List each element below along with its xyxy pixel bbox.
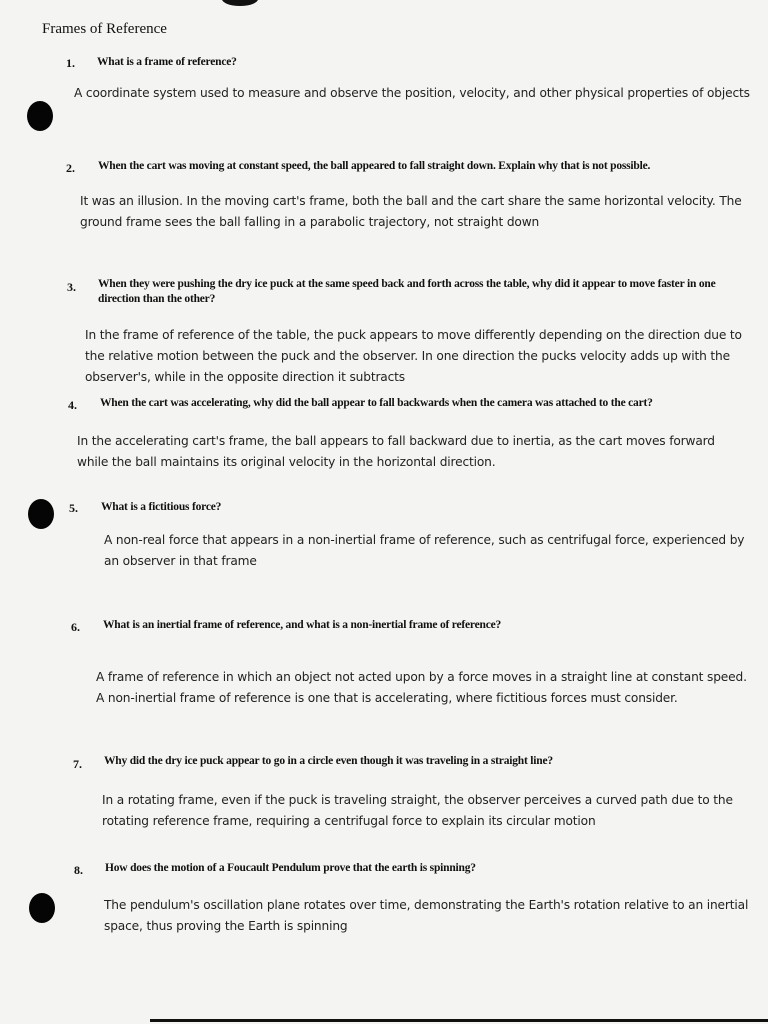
question-text-3: When they were pushing the dry ice puck at the same speed back and forth across the table, why did it appear to move faster in one direction than the other? (98, 278, 716, 305)
punch-hole-top (27, 101, 53, 131)
question-number-5: 5. (69, 501, 78, 515)
punch-hole-middle (28, 499, 54, 529)
answer-text-2: It was an illusion. In the moving cart's frame, both the ball and the cart share the same horizontal velocity. The ground frame sees the ball falling in a parabolic trajectory, not straight down (80, 194, 742, 229)
question-text-2: When the cart was moving at constant speed, the ball appeared to fall straight down. Explain why that is not possible. (98, 160, 651, 172)
answer-text-5: A non-real force that appears in a non-inertial frame of reference, such as centrifugal force, experienced by an observer in that frame (104, 533, 745, 568)
punch-hole-bottom (29, 893, 55, 923)
page-title: Frames of Reference (42, 21, 167, 37)
question-text-7: Why did the dry ice puck appear to go in a circle even though it was traveling in a straight line? (104, 755, 553, 767)
question-number-3: 3. (67, 280, 76, 294)
answer-text-7: In a rotating frame, even if the puck is traveling straight, the observer perceives a curved path due to the rotating reference frame, requiring a centrifugal force to explain its circular motion (102, 793, 733, 828)
question-text-6: What is an inertial frame of reference, and what is a non-inertial frame of reference? (103, 619, 502, 631)
question-number-8: 8. (74, 863, 83, 877)
question-number-2: 2. (66, 161, 75, 175)
page-edge-line (150, 1019, 768, 1022)
question-number-6: 6. (71, 620, 80, 634)
ink-blot (222, 0, 258, 6)
question-text-1: What is a frame of reference? (97, 56, 237, 68)
answer-text-3: In the frame of reference of the table, the puck appears to move differently depending on the direction due to the relative motion between the puck and the observer. In one direction the pucks velocity adds up with the observer's, while in the opposite direction it subtracts (85, 328, 742, 384)
question-text-8: How does the motion of a Foucault Pendulum prove that the earth is spinning? (105, 862, 476, 874)
answer-text-8: The pendulum's oscillation plane rotates over time, demonstrating the Earth's rotation relative to an inertial space, thus proving the Earth is spinning (104, 898, 749, 933)
answer-text-4: In the accelerating cart's frame, the ball appears to fall backward due to inertia, as the cart moves forward while the ball maintains its original velocity in the horizontal direction. (77, 434, 715, 469)
question-text-5: What is a fictitious force? (101, 501, 222, 513)
question-text-4: When the cart was accelerating, why did the ball appear to fall backwards when the camera was attached to the cart? (100, 397, 653, 409)
question-number-7: 7. (73, 757, 82, 771)
question-number-1: 1. (66, 56, 75, 70)
answer-text-6: A frame of reference in which an object not acted upon by a force moves in a straight line at constant speed. A non-inertial frame of reference is one that is accelerating, where fictitious forces must consider. (96, 670, 747, 705)
question-number-4: 4. (68, 398, 77, 412)
answer-text-1: A coordinate system used to measure and observe the position, velocity, and other physical properties of objects (74, 86, 750, 100)
